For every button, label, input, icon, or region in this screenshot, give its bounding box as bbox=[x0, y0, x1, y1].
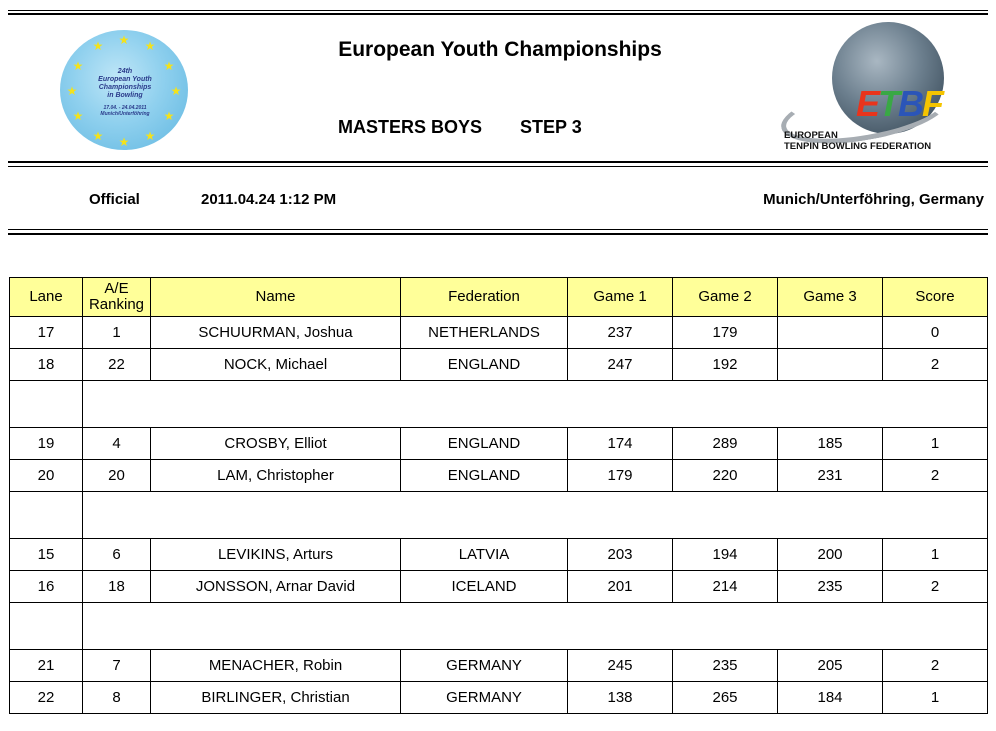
game-2-cell: 214 bbox=[673, 571, 778, 603]
federation-cell: ENGLAND bbox=[401, 349, 568, 381]
table-header-row bbox=[10, 278, 988, 317]
federation-cell: ENGLAND bbox=[401, 428, 568, 460]
table-row bbox=[10, 349, 988, 381]
column-header-score: Score bbox=[883, 278, 988, 317]
column-header-ranking: A/E Ranking bbox=[83, 278, 151, 317]
ranking-cell: 22 bbox=[83, 349, 151, 381]
lane-cell: 22 bbox=[10, 682, 83, 714]
column-header-lane: Lane bbox=[10, 278, 83, 317]
ranking-cell: 8 bbox=[83, 682, 151, 714]
results-table bbox=[9, 277, 988, 714]
location: Munich/Unterföhring, Germany bbox=[763, 191, 984, 208]
game-3-cell: 205 bbox=[778, 650, 883, 682]
lane-cell: 19 bbox=[10, 428, 83, 460]
game-2-cell: 220 bbox=[673, 460, 778, 492]
lane-cell: 21 bbox=[10, 650, 83, 682]
event-step: STEP 3 bbox=[520, 117, 582, 137]
top-rule bbox=[8, 10, 988, 11]
score-cell: 2 bbox=[883, 460, 988, 492]
lane-cell: 17 bbox=[10, 317, 83, 349]
logo-letter-e: E bbox=[856, 83, 879, 124]
ranking-cell: 20 bbox=[83, 460, 151, 492]
game-2-cell: 194 bbox=[673, 539, 778, 571]
logo-letter-b: B bbox=[898, 83, 923, 124]
score-cell: 1 bbox=[883, 428, 988, 460]
game-1-cell: 174 bbox=[568, 428, 673, 460]
game-2-cell: 265 bbox=[673, 682, 778, 714]
federation-cell: NETHERLANDS bbox=[401, 317, 568, 349]
logo-letter-t: T bbox=[878, 83, 899, 124]
table-row bbox=[10, 317, 988, 349]
score-cell: 2 bbox=[883, 349, 988, 381]
championship-logo: ★ ★ ★ ★ ★ ★ ★ ★ ★ ★ ★ ★ 24th European Youth Championships in Bowling 17.04. - 24.04.2011 Munich/Unterföhring bbox=[60, 30, 188, 150]
lane-cell: 18 bbox=[10, 349, 83, 381]
game-1-cell: 179 bbox=[568, 460, 673, 492]
federation-cell: LATVIA bbox=[401, 539, 568, 571]
ranking-cell: 7 bbox=[83, 650, 151, 682]
table-row bbox=[10, 539, 988, 571]
game-1-cell: 203 bbox=[568, 539, 673, 571]
game-1-cell: 237 bbox=[568, 317, 673, 349]
event-subtitle: MASTERS BOYS bbox=[338, 117, 483, 137]
game-2-cell: 192 bbox=[673, 349, 778, 381]
game-3-cell bbox=[778, 317, 883, 349]
federation-cell: ENGLAND bbox=[401, 460, 568, 492]
game-3-cell: 235 bbox=[778, 571, 883, 603]
top-rule-thick bbox=[8, 13, 988, 15]
table-row bbox=[10, 571, 988, 603]
ranking-cell: 4 bbox=[83, 428, 151, 460]
federation-line-2: TENPIN BOWLING FEDERATION bbox=[784, 141, 932, 152]
federation-cell: GERMANY bbox=[401, 682, 568, 714]
column-header-game-1: Game 1 bbox=[568, 278, 673, 317]
table-row bbox=[10, 682, 988, 714]
name-cell: SCHUURMAN, Joshua bbox=[151, 317, 401, 349]
name-cell: NOCK, Michael bbox=[151, 349, 401, 381]
game-3-cell: 200 bbox=[778, 539, 883, 571]
info-rule-thick bbox=[8, 233, 988, 235]
table-row bbox=[10, 650, 988, 682]
name-cell: JONSSON, Arnar David bbox=[151, 571, 401, 603]
game-3-cell: 184 bbox=[778, 682, 883, 714]
score-cell: 0 bbox=[883, 317, 988, 349]
game-1-cell: 247 bbox=[568, 349, 673, 381]
table-row bbox=[10, 460, 988, 492]
column-header-federation: Federation bbox=[401, 278, 568, 317]
game-3-cell: 185 bbox=[778, 428, 883, 460]
score-cell: 2 bbox=[883, 571, 988, 603]
federation-cell: ICELAND bbox=[401, 571, 568, 603]
header-rule bbox=[8, 161, 988, 163]
group-spacer-row bbox=[10, 492, 988, 539]
ranking-cell: 1 bbox=[83, 317, 151, 349]
ranking-cell: 18 bbox=[83, 571, 151, 603]
page-title: European Youth Championships bbox=[338, 38, 662, 61]
table-row bbox=[10, 428, 988, 460]
column-header-name: Name bbox=[151, 278, 401, 317]
lane-cell: 20 bbox=[10, 460, 83, 492]
name-cell: BIRLINGER, Christian bbox=[151, 682, 401, 714]
game-1-cell: 201 bbox=[568, 571, 673, 603]
column-header-game-3: Game 3 bbox=[778, 278, 883, 317]
name-cell: LEVIKINS, Arturs bbox=[151, 539, 401, 571]
score-cell: 1 bbox=[883, 682, 988, 714]
name-cell: LAM, Christopher bbox=[151, 460, 401, 492]
status-label: Official bbox=[89, 191, 140, 208]
logo-letter-f: F bbox=[922, 83, 943, 124]
header-rule-thin bbox=[8, 166, 988, 167]
lane-cell: 16 bbox=[10, 571, 83, 603]
name-cell: CROSBY, Elliot bbox=[151, 428, 401, 460]
score-cell: 2 bbox=[883, 650, 988, 682]
game-1-cell: 245 bbox=[568, 650, 673, 682]
group-spacer-row bbox=[10, 603, 988, 650]
federation-line-1: EUROPEAN bbox=[784, 130, 838, 141]
game-1-cell: 138 bbox=[568, 682, 673, 714]
info-rule bbox=[8, 229, 988, 230]
ranking-cell: 6 bbox=[83, 539, 151, 571]
game-3-cell: 231 bbox=[778, 460, 883, 492]
game-2-cell: 289 bbox=[673, 428, 778, 460]
column-header-game-2: Game 2 bbox=[673, 278, 778, 317]
group-spacer-row bbox=[10, 381, 988, 428]
federation-cell: GERMANY bbox=[401, 650, 568, 682]
lane-cell: 15 bbox=[10, 539, 83, 571]
game-3-cell bbox=[778, 349, 883, 381]
name-cell: MENACHER, Robin bbox=[151, 650, 401, 682]
datetime: 2011.04.24 1:12 PM bbox=[201, 191, 337, 208]
score-cell: 1 bbox=[883, 539, 988, 571]
etbf-logo bbox=[780, 22, 970, 154]
game-2-cell: 235 bbox=[673, 650, 778, 682]
game-2-cell: 179 bbox=[673, 317, 778, 349]
